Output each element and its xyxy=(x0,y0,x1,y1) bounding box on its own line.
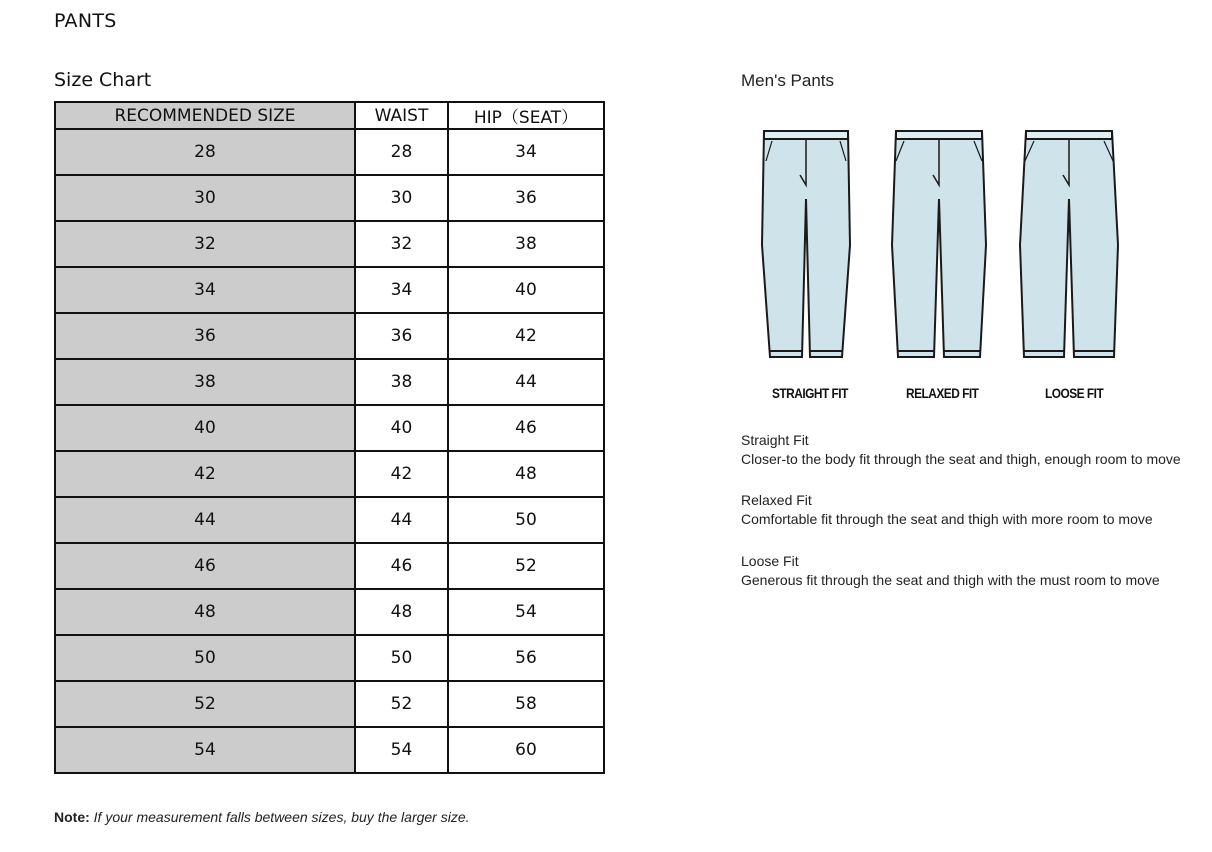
straight-fit-heading: Straight Fit xyxy=(741,432,809,448)
straight-fit-label: STRAIGHT FIT xyxy=(772,385,848,401)
header-waist: WAIST xyxy=(355,102,448,129)
table-row xyxy=(55,681,604,727)
relaxed-fit-label: RELAXED FIT xyxy=(906,385,979,401)
table-row xyxy=(55,221,604,267)
cell-waist: 50 xyxy=(355,635,448,681)
table-row xyxy=(55,313,604,359)
loose-fit-pants-icon xyxy=(1020,131,1118,357)
cell-waist: 54 xyxy=(355,727,448,773)
cell-recommended-size: 34 xyxy=(55,267,355,313)
cell-waist: 28 xyxy=(355,129,448,175)
loose-fit-heading: Loose Fit xyxy=(741,553,799,569)
cell-waist: 52 xyxy=(355,681,448,727)
relaxed-fit-heading: Relaxed Fit xyxy=(741,492,812,508)
cell-hip-seat: 36 xyxy=(448,175,604,221)
cell-hip-seat: 60 xyxy=(448,727,604,773)
loose-fit-description xyxy=(741,553,1160,588)
page-title: PANTS xyxy=(54,10,117,32)
pants-fit-illustration xyxy=(756,125,1126,365)
cell-hip-seat: 52 xyxy=(448,543,604,589)
table-row xyxy=(55,589,604,635)
cell-hip-seat: 34 xyxy=(448,129,604,175)
relaxed-fit-pants-icon xyxy=(892,131,986,357)
straight-fit-text: Closer-to the body fit through the seat and thigh, enough room to move xyxy=(741,451,1181,467)
cell-hip-seat: 50 xyxy=(448,497,604,543)
note xyxy=(54,809,470,825)
table-header-row xyxy=(55,102,604,129)
cell-recommended-size: 42 xyxy=(55,451,355,497)
table-row xyxy=(55,129,604,175)
cell-hip-seat: 46 xyxy=(448,405,604,451)
cell-recommended-size: 38 xyxy=(55,359,355,405)
cell-recommended-size: 30 xyxy=(55,175,355,221)
cell-recommended-size: 52 xyxy=(55,681,355,727)
cell-hip-seat: 58 xyxy=(448,681,604,727)
cell-hip-seat: 42 xyxy=(448,313,604,359)
table-row xyxy=(55,359,604,405)
table-row xyxy=(55,267,604,313)
cell-waist: 34 xyxy=(355,267,448,313)
relaxed-fit-text: Comfortable fit through the seat and thigh with more room to move xyxy=(741,511,1153,527)
table-row xyxy=(55,497,604,543)
header-recommended-size: RECOMMENDED SIZE xyxy=(55,102,355,129)
cell-waist: 30 xyxy=(355,175,448,221)
cell-waist: 44 xyxy=(355,497,448,543)
mens-pants-title: Men's Pants xyxy=(741,71,835,90)
cell-hip-seat: 40 xyxy=(448,267,604,313)
straight-fit-description xyxy=(741,432,1181,467)
loose-fit-label: LOOSE FIT xyxy=(1045,385,1104,401)
table-row xyxy=(55,451,604,497)
cell-recommended-size: 54 xyxy=(55,727,355,773)
table-row xyxy=(55,727,604,773)
table-row xyxy=(55,635,604,681)
cell-hip-seat: 54 xyxy=(448,589,604,635)
size-chart-table xyxy=(54,101,605,774)
table-row xyxy=(55,543,604,589)
cell-waist: 48 xyxy=(355,589,448,635)
cell-hip-seat: 38 xyxy=(448,221,604,267)
straight-fit-pants-icon xyxy=(762,131,850,357)
loose-fit-text: Generous fit through the seat and thigh with the must room to move xyxy=(741,572,1160,588)
cell-recommended-size: 28 xyxy=(55,129,355,175)
cell-waist: 40 xyxy=(355,405,448,451)
cell-recommended-size: 44 xyxy=(55,497,355,543)
size-chart-title: Size Chart xyxy=(54,69,152,91)
relaxed-fit-description xyxy=(741,492,1153,527)
cell-recommended-size: 50 xyxy=(55,635,355,681)
cell-waist: 46 xyxy=(355,543,448,589)
cell-waist: 36 xyxy=(355,313,448,359)
table-row xyxy=(55,175,604,221)
cell-hip-seat: 48 xyxy=(448,451,604,497)
table-row xyxy=(55,405,604,451)
cell-waist: 32 xyxy=(355,221,448,267)
cell-waist: 38 xyxy=(355,359,448,405)
cell-recommended-size: 48 xyxy=(55,589,355,635)
cell-hip-seat: 56 xyxy=(448,635,604,681)
cell-waist: 42 xyxy=(355,451,448,497)
cell-recommended-size: 46 xyxy=(55,543,355,589)
note-label: Note: xyxy=(54,809,90,825)
note-text: If your measurement falls between sizes, buy the larger size. xyxy=(93,809,470,825)
cell-recommended-size: 36 xyxy=(55,313,355,359)
cell-recommended-size: 40 xyxy=(55,405,355,451)
header-hip-seat: HIP（SEAT） xyxy=(448,102,604,129)
cell-hip-seat: 44 xyxy=(448,359,604,405)
cell-recommended-size: 32 xyxy=(55,221,355,267)
